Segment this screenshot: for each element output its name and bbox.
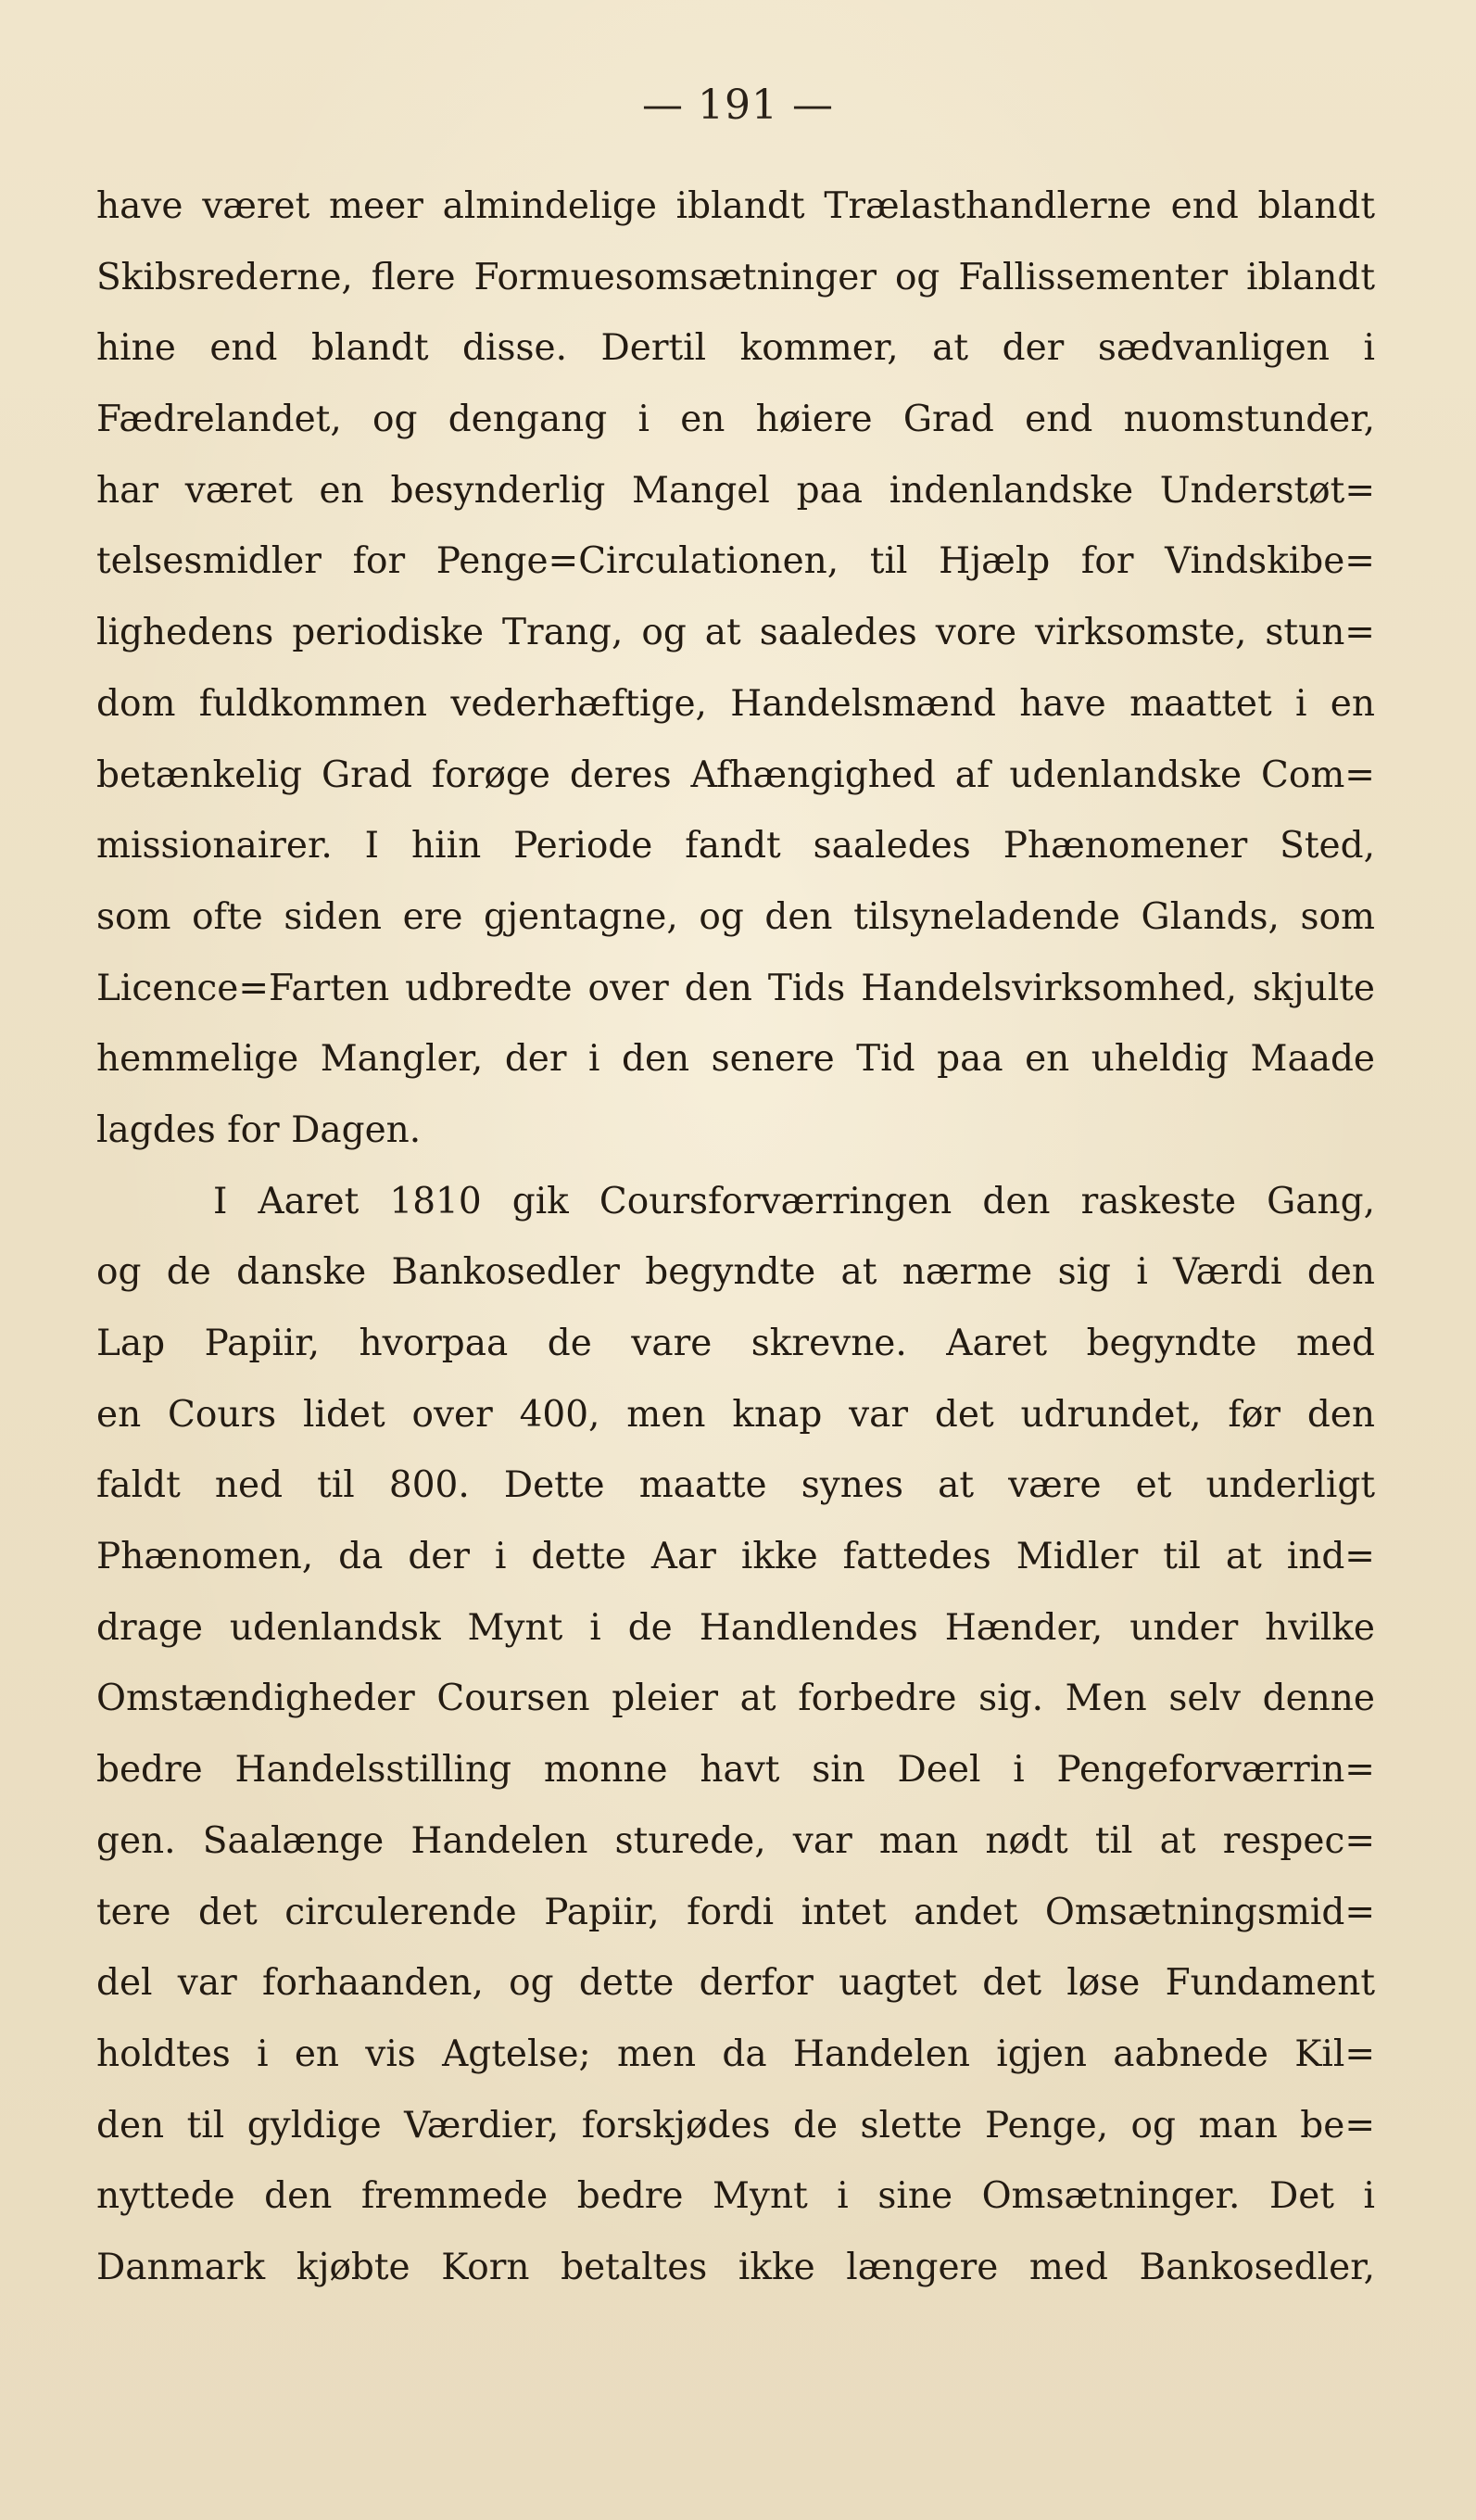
text-line: hine end blandt disse. Dertil kommer, at der sædvanligen i [96, 327, 1375, 370]
text-line: har været en besynderlig Mangel paa indenlandske Understøt= [96, 469, 1375, 512]
text-line: bedre Handelsstilling monne havt sin Deel i Pengeforværrin= [96, 1749, 1375, 1792]
text-line: og de danske Bankosedler begyndte at nærme sig i Værdi den [96, 1251, 1375, 1294]
text-line: nyttede den fremmede bedre Mynt i sine Omsætninger. Det i [96, 2175, 1375, 2218]
text-line: Licence=Farten udbredte over den Tids Handelsvirksomhed, skjulte [96, 967, 1375, 1009]
paragraph-end-line: lagdes for Dagen. [96, 1108, 422, 1151]
text-line: Skibsrederne, flere Formuesomsætninger og Fallissementer iblandt [96, 256, 1375, 298]
text-line: betænkelig Grad forøge deres Afhængighed af udenlandske Com= [96, 753, 1375, 796]
text-line: tere det circulerende Papiir, fordi intet andet Omsætningsmid= [96, 1891, 1375, 1933]
text-line: den til gyldige Værdier, forskjødes de slette Penge, og man be= [96, 2104, 1375, 2146]
text-line: Danmark kjøbte Korn betaltes ikke længere med Bankosedler, [96, 2246, 1375, 2288]
text-line: som ofte siden ere gjentagne, og den tilsyneladende Glands, som [96, 895, 1375, 938]
text-line: lighedens periodiske Trang, og at saaledes vore virksomste, stun= [96, 612, 1375, 654]
text-line: en Cours lidet over 400, men knap var det udrundet, før den [96, 1393, 1375, 1436]
text-line: Omstændigheder Coursen pleier at forbedre sig. Men selv denne [96, 1678, 1375, 1720]
body-text [96, 171, 1375, 2304]
text-line: Phænomen, da der i dette Aar ikke fattedes Midler til at ind= [96, 1536, 1375, 1578]
text-line: gen. Saalænge Handelen sturede, var man nødt til at respec= [96, 1819, 1375, 1862]
text-line: drage udenlandsk Mynt i de Handlendes Hænder, under hvilke [96, 1606, 1375, 1649]
text-line: have været meer almindelige iblandt Trælasthandlerne end blandt [96, 185, 1375, 227]
paragraph-start-line: I Aaret 1810 gik Coursforværringen den raskeste Gang, [213, 1180, 1375, 1222]
text-line: dom fuldkommen vederhæftige, Handelsmænd have maattet i en [96, 682, 1375, 725]
text-line: telsesmidler for Penge=Circulationen, til Hjælp for Vindskibe= [96, 540, 1375, 583]
text-line: Lap Papiir, hvorpaa de vare skrevne. Aaret begyndte med [96, 1323, 1375, 1364]
text-line: faldt ned til 800. Dette maatte synes at være et underligt [96, 1464, 1375, 1507]
text-line: missionairer. I hiin Periode fandt saaledes Phænomener Sted, [96, 825, 1375, 867]
text-line: Fædrelandet, og dengang i en høiere Grad end nuomstunder, [96, 399, 1375, 441]
text-line: del var forhaanden, og dette derfor uagtet det løse Fundament [96, 1962, 1375, 2005]
text-line: holdtes i en vis Agtelse; men da Handelen igjen aabnede Kil= [96, 2032, 1375, 2075]
text-line: hemmelige Mangler, der i den senere Tid paa en uheldig Maade [96, 1038, 1375, 1081]
page-number: — 191 — [642, 82, 834, 129]
